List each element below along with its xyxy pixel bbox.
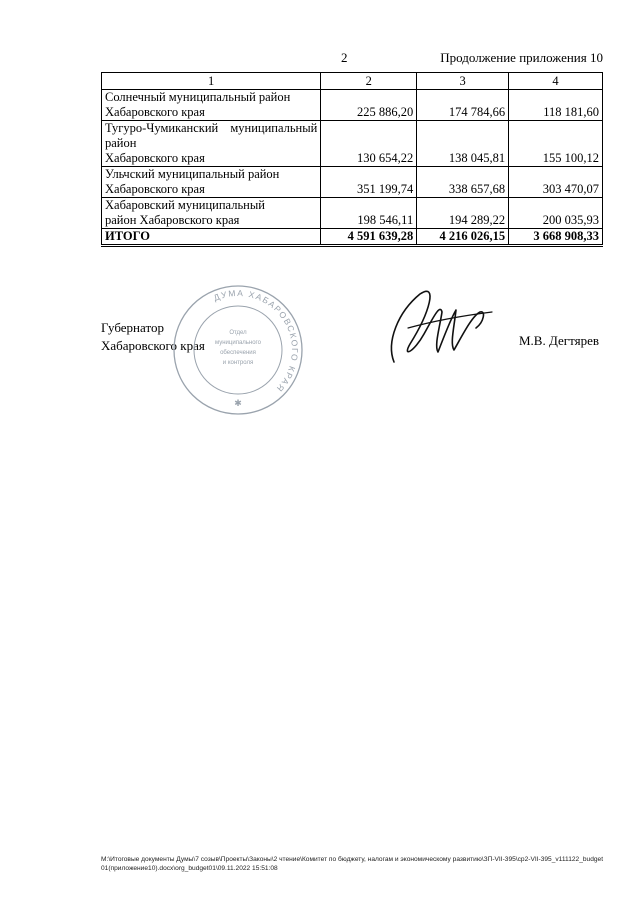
table-row [102, 198, 603, 229]
total-value: 4 216 026,15 [417, 229, 509, 246]
district-name-line: Хабаровского края [105, 182, 205, 196]
svg-text:✱: ✱ [234, 399, 242, 409]
value-cell: 194 289,22 [417, 198, 509, 229]
value-cell: 225 886,20 [321, 90, 417, 121]
value-cell: 338 657,68 [417, 167, 509, 198]
district-name [102, 121, 321, 167]
value-cell: 303 470,07 [509, 167, 603, 198]
seal-inner-text: обеспечения [220, 350, 256, 356]
value-cell: 198 546,11 [321, 198, 417, 229]
page-number: 2 [341, 50, 348, 65]
value-cell: 200 035,93 [509, 198, 603, 229]
seal-inner-text: муниципального [215, 340, 261, 346]
column-header: 1 [102, 73, 321, 90]
total-row [102, 229, 603, 246]
seal-inner-text: Отдел [229, 330, 247, 336]
table-row [102, 167, 603, 198]
district-name-line: Солнечный муниципальный район [105, 90, 291, 104]
value-cell: 138 045,81 [417, 121, 509, 167]
value-cell: 174 784,66 [417, 90, 509, 121]
table-row [102, 90, 603, 121]
value-cell: 118 181,60 [509, 90, 603, 121]
official-seal-stamp [170, 282, 306, 418]
continuation-label: Продолжение приложения 10 [440, 50, 603, 65]
file-path-footer: М:\Итоговые документы Думы\7 созыв\Проекты\Законы\2 чтение\Комитет по бюджету, налогам и экономическому развитию\ЗП-VII-395\ср2-VII-395_v111122_budget01(приложение10).docx\org_budget01\09.11.2022 15:51:08 [101, 856, 604, 872]
district-name-line: Хабаровского края [105, 105, 205, 119]
table-row [102, 121, 603, 167]
column-header: 4 [509, 73, 603, 90]
district-name-line: Тугуро-Чумиканский [105, 121, 219, 135]
seal-ring-text: ДУМА ХАБАРОВСКОГО КРАЯ [212, 287, 301, 395]
value-cell: 155 100,12 [509, 121, 603, 167]
budget-table [101, 72, 603, 247]
value-cell: 130 654,22 [321, 121, 417, 167]
table-header-row [102, 73, 603, 90]
district-name [102, 90, 321, 121]
value-cell: 351 199,74 [321, 167, 417, 198]
signatory-name: М.В. Дегтярев [519, 333, 600, 348]
district-name-line: Хабаровского края [105, 151, 205, 165]
signatory-title-line: Хабаровского края [101, 338, 205, 353]
column-header: 2 [321, 73, 417, 90]
district-name-line: муниципальный район [105, 121, 318, 150]
signatory-title-line: Губернатор [101, 320, 164, 335]
total-label: ИТОГО [102, 229, 321, 246]
total-value: 3 668 908,33 [509, 229, 603, 246]
district-name [102, 167, 321, 198]
district-name [102, 198, 321, 229]
seal-inner-text: и контроля [222, 360, 254, 366]
district-name-line: Ульчский муниципальный район [105, 167, 280, 181]
handwritten-signature [380, 282, 500, 372]
district-name-line: Хабаровский муниципальный [105, 198, 265, 212]
total-value: 4 591 639,28 [321, 229, 417, 246]
column-header: 3 [417, 73, 509, 90]
district-name-line: район Хабаровского края [105, 213, 240, 227]
